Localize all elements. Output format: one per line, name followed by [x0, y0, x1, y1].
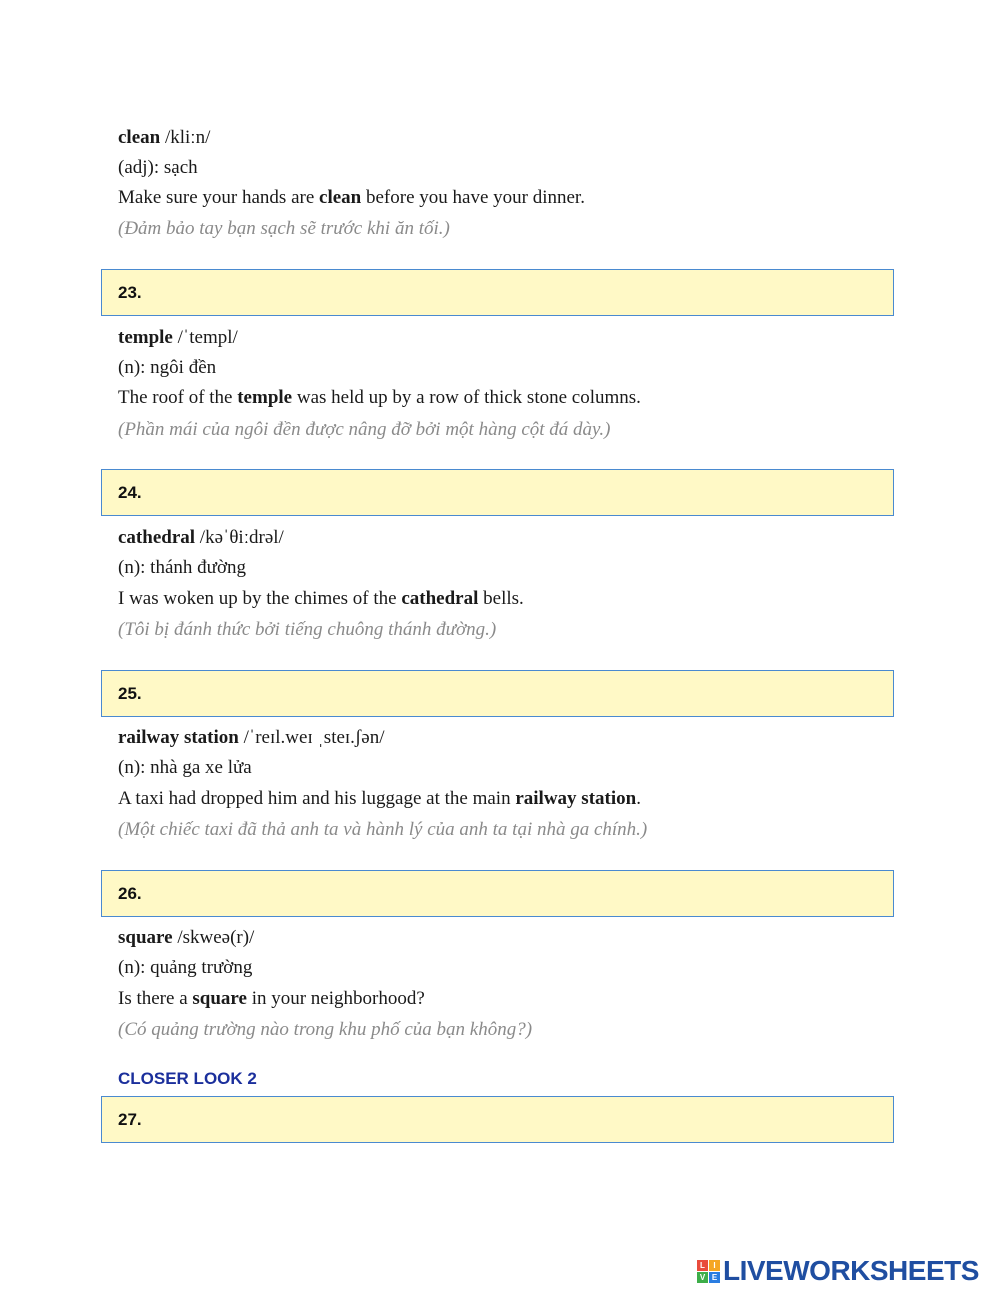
- example-text: before you have your dinner.: [361, 187, 585, 208]
- word: clean: [118, 127, 161, 148]
- example-text: A taxi had dropped him and his luggage at the main: [118, 788, 516, 809]
- translation: (Đảm bảo tay bạn sạch sẽ trước khi ăn tối.): [118, 218, 450, 239]
- translation: (Có quảng trường nào trong khu phố của bạn không?): [118, 1019, 533, 1040]
- example-text: bells.: [478, 588, 524, 609]
- example-keyword: railway station: [515, 788, 637, 809]
- section-heading: CLOSER LOOK 2: [118, 1069, 257, 1088]
- ipa: /kəˈθiːdrəl/: [199, 527, 284, 548]
- number-box-26: [101, 870, 894, 917]
- logo-mark-icon: [697, 1260, 720, 1283]
- logo-letter: I: [709, 1260, 720, 1271]
- example-sentence: [118, 587, 524, 611]
- number-box-24: [101, 469, 894, 516]
- word-heading: [118, 526, 284, 550]
- example-sentence: [118, 386, 641, 410]
- translation: (Phần mái của ngôi đền được nâng đỡ bởi một hàng cột đá dày.): [118, 419, 611, 440]
- meaning: (n): ngôi đền: [118, 357, 217, 378]
- meaning: (n): quảng trường: [118, 957, 253, 978]
- item-number: 24.: [118, 483, 142, 502]
- ipa: /kliːn/: [164, 127, 211, 148]
- meaning: (adj): sạch: [118, 157, 198, 178]
- meaning: (n): thánh đường: [118, 557, 246, 578]
- word: cathedral: [118, 527, 196, 548]
- example-text: was held up by a row of thick stone columns.: [292, 387, 641, 408]
- number-box-23: [101, 269, 894, 316]
- example-keyword: square: [192, 988, 247, 1009]
- logo-letter: L: [697, 1260, 708, 1271]
- example-text: in your neighborhood?: [246, 988, 425, 1009]
- example-text: .: [636, 788, 641, 809]
- item-number: 26.: [118, 884, 142, 903]
- word: square: [118, 927, 173, 948]
- example-sentence: [118, 787, 641, 811]
- translation: (Tôi bị đánh thức bởi tiếng chuông thánh đường.): [118, 619, 497, 640]
- word: temple: [118, 327, 173, 348]
- word-heading: [118, 926, 254, 950]
- example-text: The roof of the: [118, 387, 238, 408]
- example-text: Is there a: [118, 988, 193, 1009]
- logo-letter: V: [697, 1272, 708, 1283]
- meaning: (n): nhà ga xe lửa: [118, 757, 252, 778]
- example-sentence: [118, 987, 425, 1011]
- example-sentence: [118, 186, 585, 210]
- item-number: 23.: [118, 283, 142, 302]
- ipa: /skweə(r)/: [177, 927, 255, 948]
- liveworksheets-logo[interactable]: [697, 1255, 979, 1287]
- translation: (Một chiếc taxi đã thả anh ta và hành lý của anh ta tại nhà ga chính.): [118, 819, 648, 840]
- ipa: /ˈreɪl.weɪ ˌsteɪ.ʃən/: [243, 727, 385, 748]
- number-box-27: [101, 1096, 894, 1143]
- logo-text: LIVEWORKSHEETS: [723, 1255, 979, 1286]
- word: railway station: [118, 727, 239, 748]
- logo-letter: E: [709, 1272, 720, 1283]
- number-box-25: [101, 670, 894, 717]
- example-keyword: temple: [237, 387, 293, 408]
- item-number: 25.: [118, 684, 142, 703]
- example-keyword: clean: [319, 187, 362, 208]
- item-number: 27.: [118, 1110, 142, 1129]
- ipa: /ˈtempl/: [177, 327, 238, 348]
- example-keyword: cathedral: [401, 588, 479, 609]
- example-text: I was woken up by the chimes of the: [118, 588, 402, 609]
- example-text: Make sure your hands are: [118, 187, 320, 208]
- word-heading: [118, 126, 210, 150]
- word-heading: [118, 726, 384, 750]
- word-heading: [118, 326, 238, 350]
